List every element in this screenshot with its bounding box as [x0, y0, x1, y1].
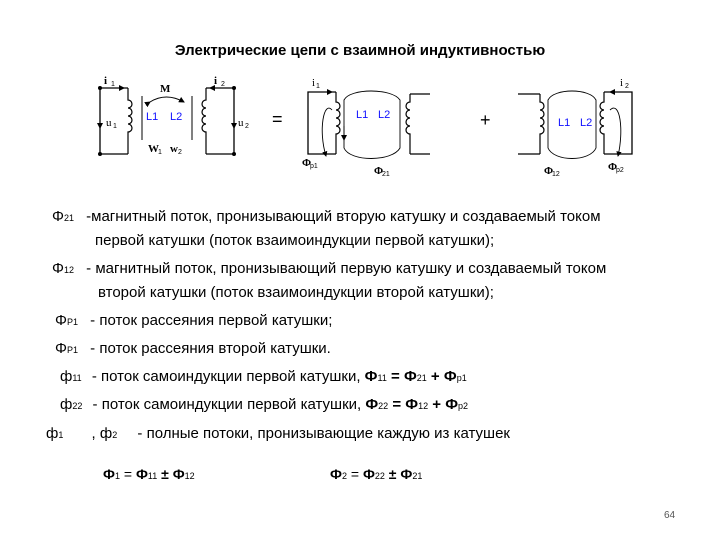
label-i2-c3: i: [620, 77, 624, 89]
svg-text:2: 2: [178, 149, 182, 156]
circuit-coil1-excited: [302, 77, 430, 178]
definition-phip1: ΦP1 - поток рассеяния первой катушки;: [55, 312, 333, 329]
svg-text:12: 12: [552, 171, 560, 178]
svg-text:L2: L2: [580, 117, 593, 129]
label-L2: L2: [170, 111, 183, 123]
mutual-inductance-diagram: [88, 70, 648, 188]
definition-phip2-text: - поток рассеяния второй катушки.: [90, 340, 331, 357]
circuit-coil2-excited: [518, 77, 632, 178]
label-phi-p1: Φ: [302, 157, 312, 169]
label-phi-p2: Φ: [608, 161, 618, 173]
definition-phi12-line2: второй катушки (поток взаимоиндукции второй катушки);: [98, 284, 494, 301]
circuit-svg: [88, 70, 648, 188]
svg-text:1: 1: [111, 81, 115, 88]
definition-phi21-line2: первой катушки (поток взаимоиндукции первой катушки);: [95, 232, 495, 249]
label-u2: u: [238, 117, 244, 129]
svg-text:2: 2: [625, 83, 629, 90]
svg-text:2: 2: [221, 81, 225, 88]
label-I1-c2: i: [312, 77, 316, 89]
svg-text:2: 2: [245, 123, 249, 130]
svg-text:L1: L1: [558, 117, 571, 129]
plus-sign: +: [480, 110, 491, 130]
svg-text:p2: p2: [616, 167, 624, 174]
label-w1: W: [148, 143, 159, 155]
svg-text:1: 1: [316, 83, 320, 90]
label-phi-12: Φ: [544, 165, 554, 177]
svg-text:p1: p1: [310, 163, 318, 170]
svg-text:L1: L1: [356, 109, 369, 121]
self-flux-11: ф11 - поток самоиндукции первой катушки, Ф11 = Ф21 + Фp1: [60, 368, 467, 385]
svg-text:1: 1: [158, 149, 162, 156]
svg-text:L2: L2: [378, 109, 391, 121]
circuit-original: [98, 75, 249, 156]
label-phi-21: Φ: [374, 165, 384, 177]
slide-title: Электрические цепи с взаимной индуктивностью: [174, 42, 546, 59]
definition-phip1-text: - поток рассеяния первой катушки;: [90, 312, 333, 329]
svg-text:1: 1: [113, 123, 117, 130]
definition-phip2: ΦP1 - поток рассеяния второй катушки.: [55, 340, 331, 357]
page-number: 64: [664, 510, 676, 521]
label-i2: i: [214, 75, 218, 87]
label-i1: i: [104, 75, 108, 87]
definition-phi12: Φ12 - магнитный поток, пронизывающий первую катушку и создаваемый током: [52, 260, 607, 277]
label-u1: u: [106, 117, 112, 129]
equals-sign: =: [272, 109, 283, 129]
definition-phi21: Φ21 -магнитный поток, пронизывающий вторую катушку и создаваемый током: [52, 208, 601, 225]
self-flux-22: ф22 - поток самоиндукции первой катушки, Ф22 = Ф12 + Фp2: [60, 396, 469, 413]
full-flux-line: ф1 , ф2 - полные потоки, пронизывающие каждую из катушек: [46, 425, 510, 442]
label-w2: w: [170, 143, 178, 155]
definition-phi21-text: -магнитный поток, пронизывающий вторую катушку и создаваемый током: [86, 208, 601, 225]
label-M: M: [160, 83, 171, 95]
formula-phi1: Ф1 = Ф11 ± Ф12: [103, 466, 195, 482]
label-L1: L1: [146, 111, 159, 123]
svg-text:21: 21: [382, 171, 390, 178]
formula-phi2: Ф2 = Ф22 ± Ф21: [330, 466, 423, 482]
definition-phi12-text: - магнитный поток, пронизывающий первую катушку и создаваемый током: [86, 260, 607, 277]
